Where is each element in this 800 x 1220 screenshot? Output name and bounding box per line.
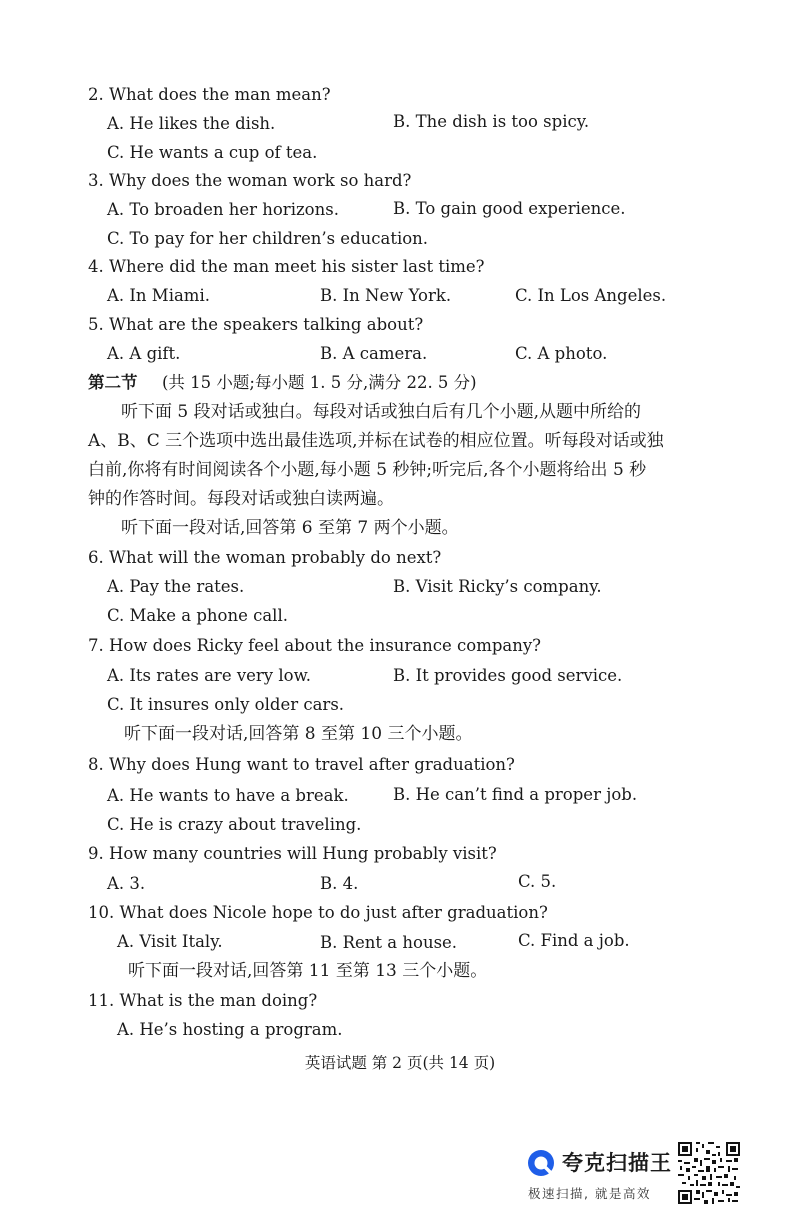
dialogue-intro-1: 听下面一段对话,回答第 6 至第 7 两个小题。 [121,518,459,538]
dialogue-intro-3: 听下面一段对话,回答第 11 至第 13 三个小题。 [128,961,488,981]
quark-logo-icon [526,1148,556,1178]
question-4-option-b: B. In New York. [320,286,452,305]
question-3-option-a: A. To broaden her horizons. [107,200,339,219]
question-4-option-a: A. In Miami. [107,286,210,305]
question-2-option-c: C. He wants a cup of tea. [107,143,318,162]
question-11-stem: 11. What is the man doing? [88,991,318,1010]
section-heading [88,372,477,394]
question-11-option-a: A. He’s hosting a program. [117,1020,343,1039]
page-footer: 英语试题 第 2 页(共 14 页) [304,1054,496,1072]
question-5-option-b: B. A camera. [320,344,428,363]
question-3-option-b: B. To gain good experience. [393,199,626,218]
question-3-stem: 3. Why does the woman work so hard? [88,171,412,190]
question-6-stem: 6. What will the woman probably do next? [88,548,442,567]
question-5-stem: 5. What are the speakers talking about? [88,315,424,334]
question-7-option-b: B. It provides good service. [393,666,623,685]
instructions-line-3: 白前,你将有时间阅读各个小题,每小题 5 秒钟;听完后,各个小题将给出 5 秒 [88,460,647,480]
question-2-option-a: A. He likes the dish. [107,114,276,133]
question-4-stem: 4. Where did the man meet his sister last time? [88,257,485,276]
section-info: (共 15 小题;每小题 1. 5 分,满分 22. 5 分) [162,373,477,392]
instructions-line-2: A、B、C 三个选项中选出最佳选项,并标在试卷的相应位置。听每段对话或独 [88,431,664,451]
question-5-option-c: C. A photo. [515,344,608,363]
qr-code-icon [678,1142,740,1204]
question-6-option-b: B. Visit Ricky’s company. [393,577,602,596]
scanner-watermark [526,1140,796,1210]
question-8-stem: 8. Why does Hung want to travel after graduation? [88,755,515,774]
watermark-subtitle: 极速扫描, 就是高效 [528,1186,651,1201]
question-7-option-a: A. Its rates are very low. [107,666,311,685]
question-10-option-c: C. Find a job. [518,931,630,950]
question-8-option-c: C. He is crazy about traveling. [107,815,362,834]
section-title: 第二节 [88,373,138,392]
instructions-line-4: 钟的作答时间。每段对话或独白读两遍。 [88,489,394,509]
question-10-option-b: B. Rent a house. [320,933,458,952]
watermark-title: 夸克扫描王 [562,1151,672,1175]
question-6-option-c: C. Make a phone call. [107,606,288,625]
question-6-option-a: A. Pay the rates. [107,577,245,596]
question-9-option-c: C. 5. [518,872,557,891]
question-9-option-b: B. 4. [320,874,359,893]
question-7-stem: 7. How does Ricky feel about the insurance company? [88,636,542,655]
question-5-option-a: A. A gift. [107,344,181,363]
question-10-stem: 10. What does Nicole hope to do just after graduation? [88,903,548,922]
question-2-stem: 2. What does the man mean? [88,85,331,104]
question-4-option-c: C. In Los Angeles. [515,286,667,305]
question-2-option-b: B. The dish is too spicy. [393,112,590,131]
question-9-stem: 9. How many countries will Hung probably visit? [88,844,497,863]
question-9-option-a: A. 3. [107,874,146,893]
question-8-option-b: B. He can’t find a proper job. [393,785,638,804]
question-10-option-a: A. Visit Italy. [117,932,223,951]
instructions-line-1: 听下面 5 段对话或独白。每段对话或独白后有几个小题,从题中所给的 [121,402,642,422]
question-3-option-c: C. To pay for her children’s education. [107,229,429,248]
question-8-option-a: A. He wants to have a break. [107,786,349,805]
dialogue-intro-2: 听下面一段对话,回答第 8 至第 10 三个小题。 [124,724,473,744]
question-7-option-c: C. It insures only older cars. [107,695,345,714]
